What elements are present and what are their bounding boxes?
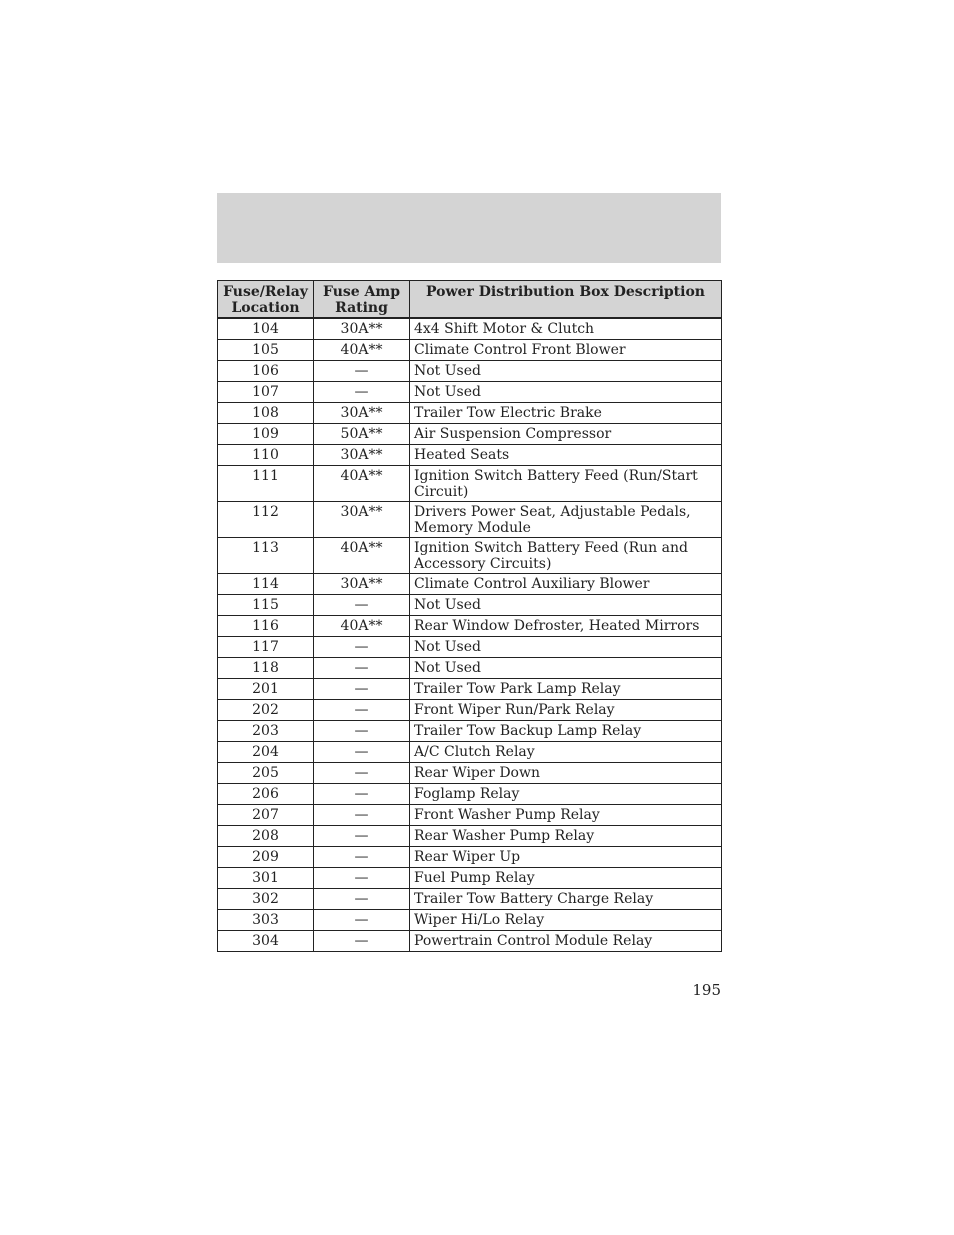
table-row — [218, 700, 722, 721]
fuse-location-cell: 107 — [218, 382, 314, 403]
table-row — [218, 382, 722, 403]
fuse-location-cell: 104 — [218, 318, 314, 340]
fuse-rating-cell: 30A** — [314, 502, 410, 538]
table-row — [218, 721, 722, 742]
fuse-location-cell: 208 — [218, 826, 314, 847]
table-row — [218, 340, 722, 361]
fuse-location-cell: 105 — [218, 340, 314, 361]
fuse-rating-cell: — — [314, 805, 410, 826]
fuse-description-cell: Front Wiper Run/Park Relay — [410, 700, 722, 721]
table-row — [218, 910, 722, 931]
fuse-rating-cell: 40A** — [314, 466, 410, 502]
fuse-description-cell: Trailer Tow Battery Charge Relay — [410, 889, 722, 910]
table-row — [218, 595, 722, 616]
table-row — [218, 616, 722, 637]
fuse-location-cell: 118 — [218, 658, 314, 679]
fuse-rating-cell: — — [314, 742, 410, 763]
table-row — [218, 784, 722, 805]
fuse-description-cell: Rear Window Defroster, Heated Mirrors — [410, 616, 722, 637]
fuse-rating-cell: 30A** — [314, 318, 410, 340]
fuse-rating-cell: 30A** — [314, 403, 410, 424]
fuse-location-cell: 202 — [218, 700, 314, 721]
fuse-description-cell: Rear Wiper Down — [410, 763, 722, 784]
table-row — [218, 931, 722, 952]
fuse-location-cell: 112 — [218, 502, 314, 538]
table-header-row — [218, 281, 722, 319]
fuse-location-cell: 117 — [218, 637, 314, 658]
fuse-location-cell: 201 — [218, 679, 314, 700]
fuse-location-cell: 110 — [218, 445, 314, 466]
fuse-rating-cell: — — [314, 910, 410, 931]
table-row — [218, 403, 722, 424]
fuse-location-cell: 302 — [218, 889, 314, 910]
fuse-description-cell: A/C Clutch Relay — [410, 742, 722, 763]
table-row — [218, 847, 722, 868]
fuse-rating-cell: 40A** — [314, 340, 410, 361]
fuse-description-cell: Trailer Tow Park Lamp Relay — [410, 679, 722, 700]
column-header-rating: Fuse Amp Rating — [314, 281, 410, 319]
fuse-description-cell: Trailer Tow Backup Lamp Relay — [410, 721, 722, 742]
table-row — [218, 805, 722, 826]
fuse-rating-cell: — — [314, 361, 410, 382]
fuse-rating-cell: — — [314, 658, 410, 679]
fuse-location-cell: 203 — [218, 721, 314, 742]
table-body — [218, 318, 722, 952]
fuse-rating-cell: — — [314, 721, 410, 742]
fuse-location-cell: 116 — [218, 616, 314, 637]
fuse-description-cell: Powertrain Control Module Relay — [410, 931, 722, 952]
fuse-rating-cell: — — [314, 382, 410, 403]
table-row — [218, 424, 722, 445]
section-header-band — [217, 193, 721, 263]
fuse-description-cell: Drivers Power Seat, Adjustable Pedals, Memory Module — [410, 502, 722, 538]
fuse-description-cell: Foglamp Relay — [410, 784, 722, 805]
fuse-location-cell: 109 — [218, 424, 314, 445]
fuse-rating-cell: 40A** — [314, 538, 410, 574]
fuse-rating-cell: 30A** — [314, 574, 410, 595]
table-row — [218, 826, 722, 847]
fuse-location-cell: 111 — [218, 466, 314, 502]
table-row — [218, 637, 722, 658]
fuse-rating-cell: — — [314, 595, 410, 616]
table-row — [218, 679, 722, 700]
table-row — [218, 658, 722, 679]
fuse-description-cell: Not Used — [410, 637, 722, 658]
fuse-rating-cell: — — [314, 763, 410, 784]
table-row — [218, 361, 722, 382]
table-row — [218, 889, 722, 910]
fuse-location-cell: 114 — [218, 574, 314, 595]
fuse-description-cell: Ignition Switch Battery Feed (Run/Start Circuit) — [410, 466, 722, 502]
fuse-location-cell: 209 — [218, 847, 314, 868]
fuse-rating-cell: 40A** — [314, 616, 410, 637]
fuse-rating-cell: — — [314, 700, 410, 721]
fuse-description-cell: Not Used — [410, 595, 722, 616]
fuse-description-cell: Ignition Switch Battery Feed (Run and Accessory Circuits) — [410, 538, 722, 574]
fuse-description-cell: 4x4 Shift Motor & Clutch — [410, 318, 722, 340]
fuse-description-cell: Air Suspension Compressor — [410, 424, 722, 445]
fuse-rating-cell: — — [314, 931, 410, 952]
fuse-rating-cell: — — [314, 847, 410, 868]
table-row — [218, 502, 722, 538]
fuse-description-cell: Not Used — [410, 361, 722, 382]
fuse-description-cell: Rear Wiper Up — [410, 847, 722, 868]
table-row — [218, 868, 722, 889]
fuse-location-cell: 206 — [218, 784, 314, 805]
fuse-description-cell: Trailer Tow Electric Brake — [410, 403, 722, 424]
table-row — [218, 538, 722, 574]
fuse-description-cell: Fuel Pump Relay — [410, 868, 722, 889]
column-header-location: Fuse/Relay Location — [218, 281, 314, 319]
table-row — [218, 574, 722, 595]
fuse-description-cell: Climate Control Auxiliary Blower — [410, 574, 722, 595]
fuse-description-cell: Front Washer Pump Relay — [410, 805, 722, 826]
fuse-rating-cell: 30A** — [314, 445, 410, 466]
fuse-location-cell: 304 — [218, 931, 314, 952]
fuse-description-cell: Heated Seats — [410, 445, 722, 466]
fuse-location-cell: 207 — [218, 805, 314, 826]
fuse-rating-cell: 50A** — [314, 424, 410, 445]
fuse-rating-cell: — — [314, 784, 410, 805]
fuse-location-cell: 108 — [218, 403, 314, 424]
fuse-rating-cell: — — [314, 826, 410, 847]
fuse-description-cell: Not Used — [410, 658, 722, 679]
table-row — [218, 466, 722, 502]
fuse-description-cell: Climate Control Front Blower — [410, 340, 722, 361]
fuse-rating-cell: — — [314, 679, 410, 700]
fuse-location-cell: 106 — [218, 361, 314, 382]
fuse-location-cell: 204 — [218, 742, 314, 763]
table-row — [218, 763, 722, 784]
fuse-rating-cell: — — [314, 637, 410, 658]
fuse-location-cell: 205 — [218, 763, 314, 784]
fuse-description-cell: Not Used — [410, 382, 722, 403]
page-number: 195 — [692, 981, 721, 999]
fuse-relay-table — [217, 280, 722, 952]
fuse-location-cell: 303 — [218, 910, 314, 931]
fuse-rating-cell: — — [314, 868, 410, 889]
fuse-description-cell: Rear Washer Pump Relay — [410, 826, 722, 847]
table-row — [218, 318, 722, 340]
table-row — [218, 742, 722, 763]
fuse-location-cell: 113 — [218, 538, 314, 574]
table-row — [218, 445, 722, 466]
fuse-rating-cell: — — [314, 889, 410, 910]
fuse-description-cell: Wiper Hi/Lo Relay — [410, 910, 722, 931]
fuse-location-cell: 301 — [218, 868, 314, 889]
column-header-description: Power Distribution Box Description — [410, 281, 722, 319]
fuse-location-cell: 115 — [218, 595, 314, 616]
